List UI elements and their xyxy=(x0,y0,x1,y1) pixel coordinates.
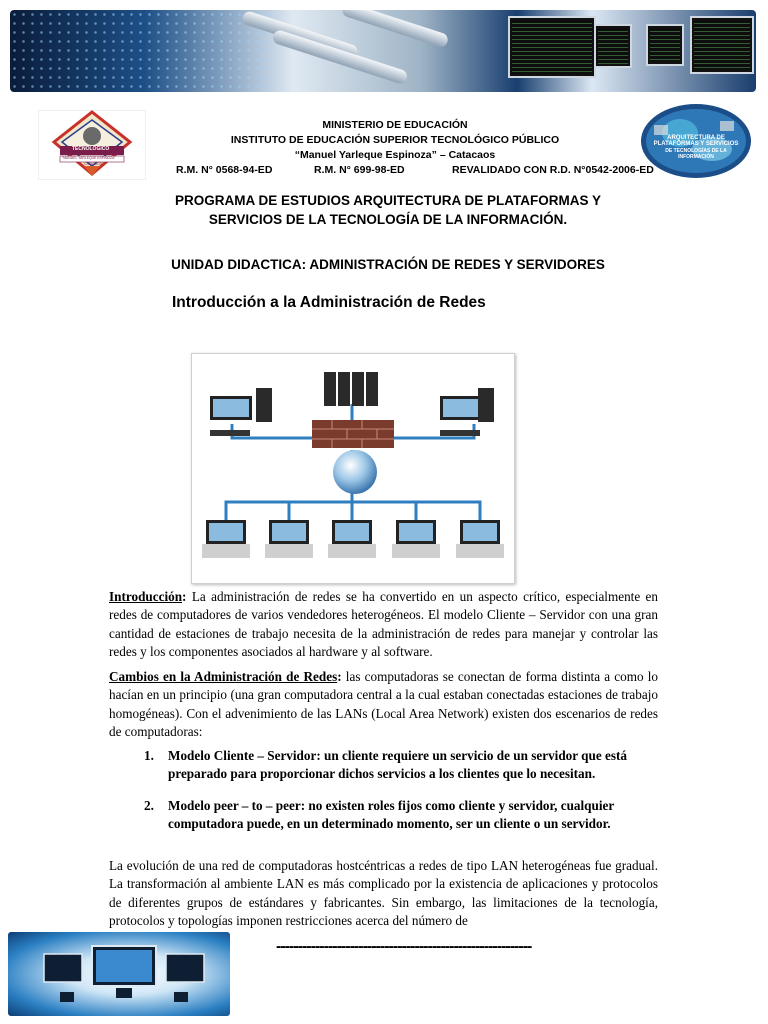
logo-left-city: CATACAOS xyxy=(84,162,103,166)
logo-right-line1: ARQUITECTURA DE PLATAFORMAS Y SERVICIOS xyxy=(653,135,739,147)
program-title-line1: PROGRAMA DE ESTUDIOS ARQUITECTURA DE PLATAFORMAS Y xyxy=(174,193,601,208)
logo-left-subtext: "MANUEL YARLEQUE ESPINOZA" xyxy=(62,156,116,160)
list-item-1-number: 1. xyxy=(144,748,154,763)
section-title: Introducción a la Administración de Redes xyxy=(172,294,486,311)
intro-colon: : xyxy=(182,589,187,604)
intro-paragraph xyxy=(109,588,658,661)
institute-line: INSTITUTO DE EDUCACIÓN SUPERIOR TECNOLÓGICO PÚBLICO xyxy=(230,134,560,146)
institute-name-line: “Manuel Yarleque Espinoza” – Catacaos xyxy=(294,149,496,161)
list-item-1-text: Modelo Cliente – Servidor: un cliente requiere un servicio de un servidor que está preparado para proporcionar dichos servicios a los clientes que lo necesitan. xyxy=(168,748,627,782)
list-item-2-text: Modelo peer – to – peer: no existen roles fijos como cliente y servidor, cualquier computadora puede, en un determinado momento, ser un cliente o un servidor. xyxy=(168,798,614,832)
monitor-image xyxy=(690,16,754,74)
header-banner-image xyxy=(10,10,756,92)
network-cable-image xyxy=(271,29,408,86)
changes-colon: : xyxy=(337,669,342,684)
list-item-2-number: 2. xyxy=(144,798,154,813)
changes-paragraph xyxy=(109,668,658,741)
rm-number-1: R.M. N° 0568-94-ED xyxy=(176,164,273,176)
logo-right-line2: DE TECNOLOGÍAS DE LA INFORMACIÓN xyxy=(665,148,727,160)
rm-number-2: R.M. N° 699-98-ED xyxy=(314,164,405,176)
monitor-image xyxy=(646,24,684,66)
intro-label: Introducción xyxy=(109,589,183,604)
changes-label: Cambios en la Administración de Redes xyxy=(109,669,338,684)
program-title-line2: SERVICIOS DE LA TECNOLOGÍA DE LA INFORMACIÓN. xyxy=(208,212,568,227)
unit-title: UNIDAD DIDACTICA: ADMINISTRACIÓN DE REDES Y SERVIDORES xyxy=(171,257,605,272)
intro-text: La administración de redes se ha convertido en un aspecto crítico, especialmente en redes de computadores de varios vendedores heterogéneos. El modelo Cliente – Servidor con una gran cantidad de estaciones de trabajo necesita de la administración de redes para manejar y controlar las redes y los componentes asociados al hardware y al software. xyxy=(109,589,658,659)
page-separator-dashes: ----------------------------------------------------------- xyxy=(276,938,532,955)
monitor-image xyxy=(594,24,632,68)
evolution-paragraph: La evolución de una red de computadoras hostcéntricas a redes de tipo LAN heterogéneas fue gradual. La transformación al ambiente LAN es más complicado por la existencia de aplicaciones y protocolos de diferentes grupos de estándares y fabricantes. Sin embargo, las limitaciones de la tecnología, protocolos y topologías imponen restricciones acerca del número de xyxy=(109,858,658,928)
logo-left-text: TECNOLÓGICO xyxy=(72,146,110,152)
ministry-line: MINISTERIO DE EDUCACIÓN xyxy=(322,119,468,131)
network-dots-decoration xyxy=(10,10,270,92)
changes-text: las computadoras se conectan de forma distinta a como lo hacían en un principio (una gran computadora central a la cual estaban conectadas estaciones de trabajo homogéneas). Con el advenimiento de las LANs (Local Area Network) existen dos escenarios de redes de computadoras: xyxy=(109,669,658,739)
monitor-image xyxy=(508,16,596,78)
network-diagram-image xyxy=(191,353,515,584)
institute-logo xyxy=(38,110,146,180)
network-cable-image xyxy=(341,10,450,49)
revalidation-number: REVALIDADO CON R.D. N°0542-2006-ED xyxy=(452,164,654,176)
footer-monitors-image xyxy=(8,932,230,1016)
program-logo xyxy=(640,103,752,179)
